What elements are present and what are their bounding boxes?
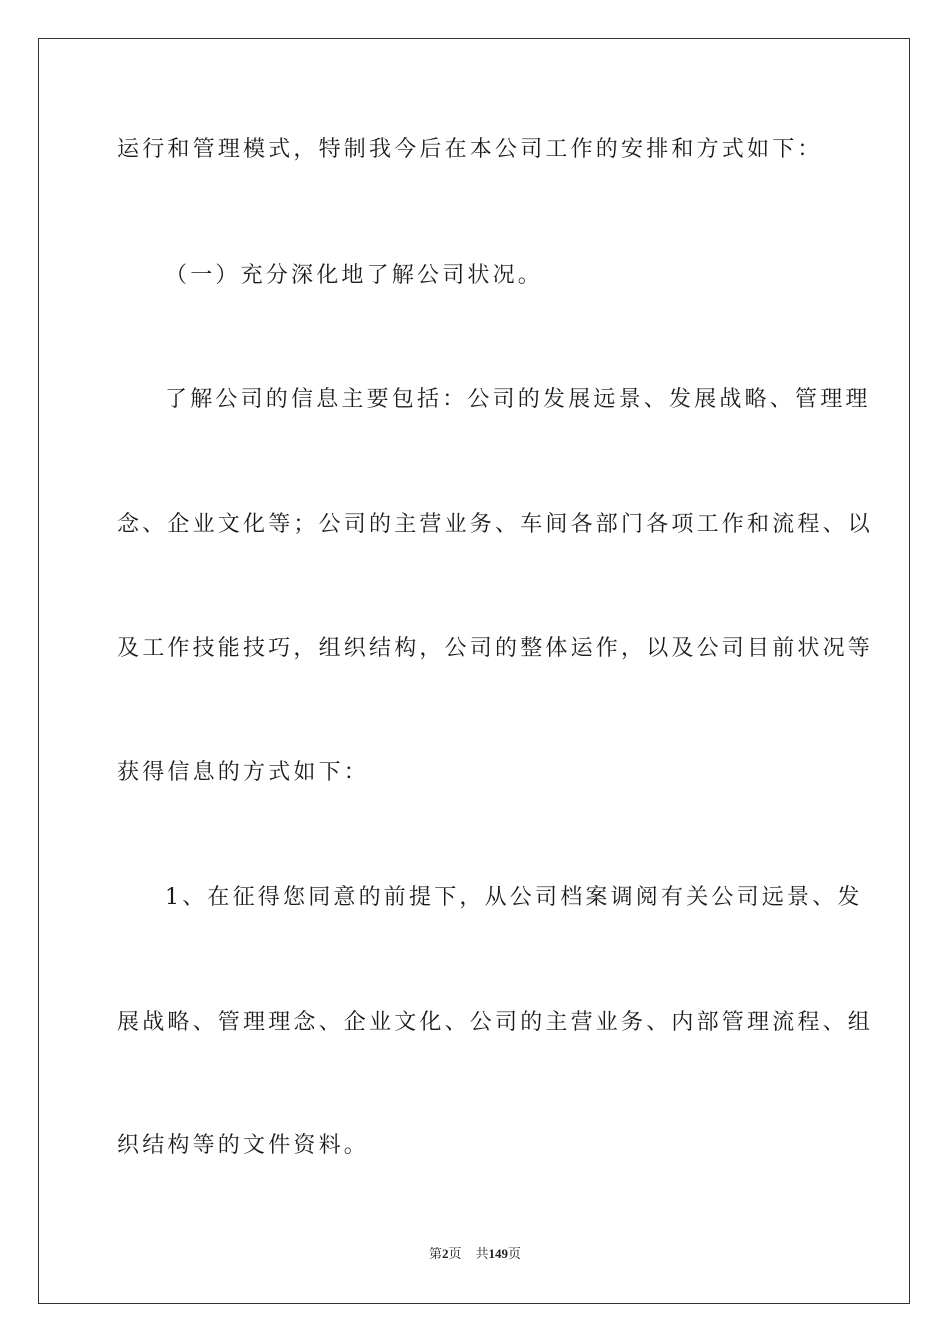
total-suffix: 页 [508,1247,522,1262]
text-line-1: 运行和管理模式，特制我今后在本公司工作的安排和方式如下： [117,137,823,162]
page-number: 2 [441,1246,449,1261]
text-line-6: 获得信息的方式如下： [117,760,370,785]
text-line-3: 了解公司的信息主要包括：公司的发展远景、发展战略、管理理 [165,387,871,412]
text-line-9: 织结构等的文件资料。 [117,1133,370,1158]
total-pages: 149 [488,1246,509,1261]
page-footer [0,1245,950,1264]
page-border [38,38,910,1304]
text-line-4: 念、企业文化等；公司的主营业务、车间各部门各项工作和流程、以 [117,512,874,537]
page-suffix: 页 [448,1247,462,1262]
section-heading: （一）充分深化地了解公司状况。 [165,263,544,288]
total-prefix: 共 [475,1247,489,1262]
text-line-8: 展战略、管理理念、企业文化、公司的主营业务、内部管理流程、组 [117,1010,874,1035]
list-item-1: 1、在征得您同意的前提下，从公司档案调阅有关公司远景、发 [165,885,863,910]
page-prefix: 第 [428,1247,442,1262]
text-line-5: 及工作技能技巧，组织结构，公司的整体运作，以及公司目前状况等 [117,636,874,661]
